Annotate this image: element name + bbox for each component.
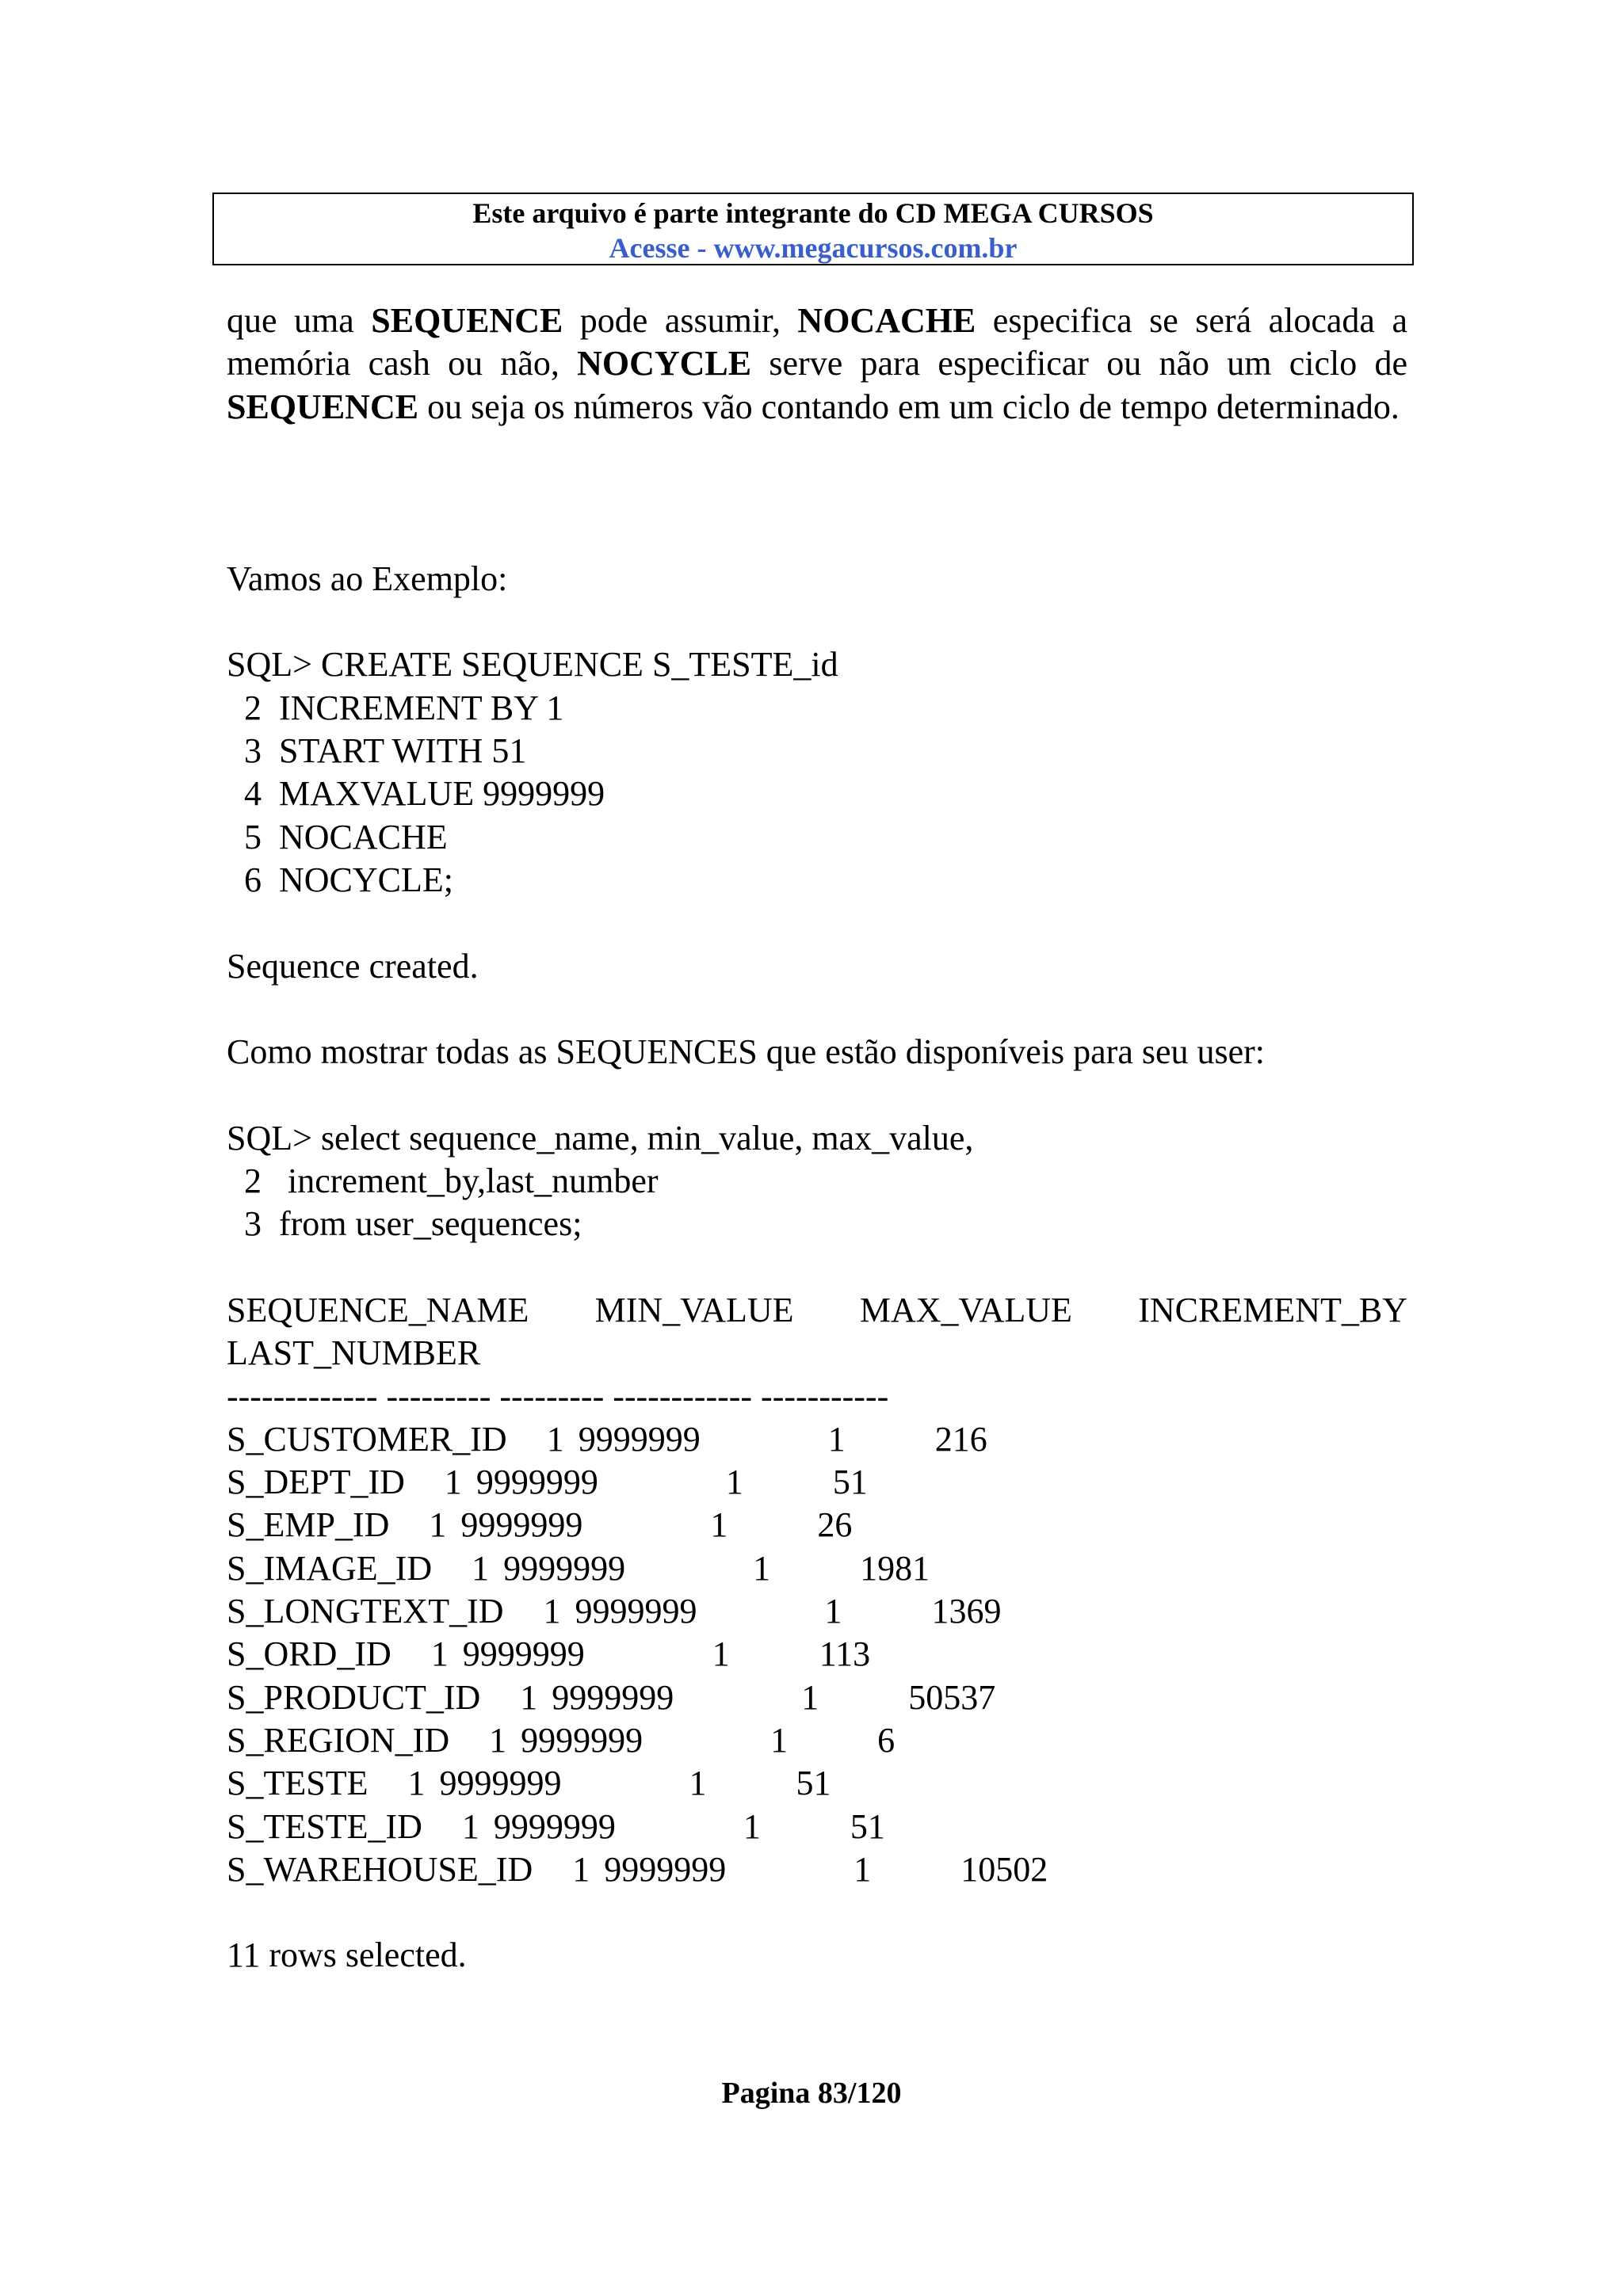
code-line: SQL> select sequence_name, min_value, max_value,	[227, 1118, 974, 1158]
cell-increment-by: 1	[824, 1592, 842, 1631]
select-sequences-code	[227, 1117, 1407, 1246]
cell-sequence-name: S_ORD_ID	[227, 1634, 391, 1674]
cell-max-value: 9999999	[552, 1677, 674, 1717]
cell-sequence-name: S_PRODUCT_ID	[227, 1677, 481, 1717]
table-row	[227, 1848, 1407, 1891]
cell-sequence-name: S_LONGTEXT_ID	[227, 1592, 504, 1631]
cell-max-value: 9999999	[460, 1505, 583, 1545]
column-header: MIN_VALUE	[594, 1290, 794, 1329]
code-line: 5 NOCACHE	[227, 817, 448, 856]
result-rows	[227, 1418, 1407, 1891]
page-content	[227, 299, 1407, 1978]
cell-min-value: 1	[489, 1720, 507, 1760]
table-row	[227, 1418, 1407, 1461]
cell-increment-by: 1	[753, 1548, 771, 1588]
cell-sequence-name: S_REGION_ID	[227, 1720, 450, 1760]
cell-increment-by: 1	[801, 1677, 819, 1717]
column-header: MAX_VALUE	[859, 1290, 1072, 1329]
result-table	[227, 1289, 1407, 1891]
cell-sequence-name: S_TESTE_ID	[227, 1806, 422, 1846]
code-line: 6 NOCYCLE;	[227, 860, 453, 899]
cell-max-value: 9999999	[503, 1548, 626, 1588]
cell-last-number: 216	[934, 1419, 987, 1459]
cell-increment-by: 1	[725, 1463, 743, 1502]
cell-min-value: 1	[444, 1463, 462, 1502]
cell-last-number: 1981	[860, 1548, 930, 1588]
cell-sequence-name: S_WAREHOUSE_ID	[227, 1849, 533, 1889]
cell-increment-by: 1	[770, 1720, 789, 1760]
rows-selected-message: 11 rows selected.	[227, 1936, 467, 1975]
intro-paragraph: que uma SEQUENCE pode assumir, NOCACHE especifica se será alocada a memória cash ou não, NOCYCLE serve para especificar ou não um ciclo de SEQUENCE ou seja os números vão contando em um ciclo de tempo determinado.	[227, 301, 1407, 426]
cell-last-number: 10502	[960, 1849, 1048, 1889]
cell-sequence-name: S_IMAGE_ID	[227, 1548, 433, 1588]
cell-sequence-name: S_DEPT_ID	[227, 1463, 405, 1502]
created-message: Sequence created.	[227, 946, 479, 986]
table-row	[227, 1461, 1407, 1504]
header-title: Este arquivo é parte integrante do CD MEGA CURSOS	[472, 197, 1154, 229]
cell-min-value: 1	[472, 1548, 490, 1588]
cell-increment-by: 1	[827, 1419, 846, 1459]
table-row	[227, 1676, 1407, 1719]
code-line: 2 INCREMENT BY 1	[227, 688, 564, 727]
table-row	[227, 1504, 1407, 1547]
cell-last-number: 6	[877, 1720, 896, 1760]
table-row	[227, 1633, 1407, 1676]
table-row	[227, 1547, 1407, 1590]
code-line: 3 from user_sequences;	[227, 1204, 582, 1244]
cell-max-value: 9999999	[462, 1634, 585, 1674]
table-row	[227, 1590, 1407, 1633]
column-header: SEQUENCE_NAME	[227, 1290, 529, 1329]
header-banner	[212, 193, 1414, 265]
cell-last-number: 51	[832, 1463, 868, 1502]
cell-sequence-name: S_TESTE	[227, 1764, 369, 1803]
table-row	[227, 1762, 1407, 1805]
cell-min-value: 1	[407, 1764, 426, 1803]
cell-last-number: 50537	[908, 1677, 996, 1717]
cell-last-number: 51	[796, 1764, 831, 1803]
code-line: 4 MAXVALUE 9999999	[227, 774, 605, 814]
cell-min-value: 1	[461, 1806, 479, 1846]
cell-max-value: 9999999	[604, 1849, 727, 1889]
header-link[interactable]: Acesse - www.megacursos.com.br	[609, 232, 1018, 264]
cell-sequence-name: S_EMP_ID	[227, 1505, 390, 1545]
cell-min-value: 1	[543, 1592, 561, 1631]
cell-min-value: 1	[520, 1677, 538, 1717]
cell-max-value: 9999999	[493, 1806, 616, 1846]
cell-max-value: 9999999	[475, 1463, 598, 1502]
cell-last-number: 26	[817, 1505, 853, 1545]
page-number: Pagina 83/120	[721, 2077, 902, 2110]
table-row	[227, 1719, 1407, 1762]
cell-min-value: 1	[546, 1419, 564, 1459]
column-header: INCREMENT_BY	[1138, 1290, 1407, 1329]
cell-increment-by: 1	[712, 1634, 730, 1674]
cell-last-number: 51	[850, 1806, 885, 1846]
show-sequences-label: Como mostrar todas as SEQUENCES que estão disponíveis para seu user:	[227, 1032, 1266, 1072]
cell-max-value: 9999999	[578, 1419, 701, 1459]
cell-increment-by: 1	[743, 1806, 761, 1846]
example-label: Vamos ao Exemplo:	[227, 559, 508, 598]
result-separator: ------------- --------- --------- ------------ -----------	[227, 1376, 889, 1416]
column-header: LAST_NUMBER	[227, 1333, 481, 1373]
cell-increment-by: 1	[854, 1849, 872, 1889]
cell-last-number: 113	[819, 1634, 871, 1674]
cell-max-value: 9999999	[521, 1720, 643, 1760]
code-line: 2 increment_by,last_number	[227, 1161, 659, 1201]
result-header	[227, 1289, 1407, 1332]
cell-min-value: 1	[429, 1505, 447, 1545]
code-line: 3 START WITH 51	[227, 731, 527, 771]
cell-min-value: 1	[572, 1849, 590, 1889]
create-sequence-code	[227, 643, 1407, 902]
cell-increment-by: 1	[710, 1505, 728, 1545]
table-row	[227, 1806, 1407, 1848]
cell-max-value: 9999999	[439, 1764, 562, 1803]
code-line: SQL> CREATE SEQUENCE S_TESTE_id	[227, 645, 838, 685]
cell-min-value: 1	[430, 1634, 449, 1674]
cell-last-number: 1369	[931, 1592, 1002, 1631]
cell-increment-by: 1	[689, 1764, 707, 1803]
cell-max-value: 9999999	[575, 1592, 697, 1631]
cell-sequence-name: S_CUSTOMER_ID	[227, 1419, 507, 1459]
